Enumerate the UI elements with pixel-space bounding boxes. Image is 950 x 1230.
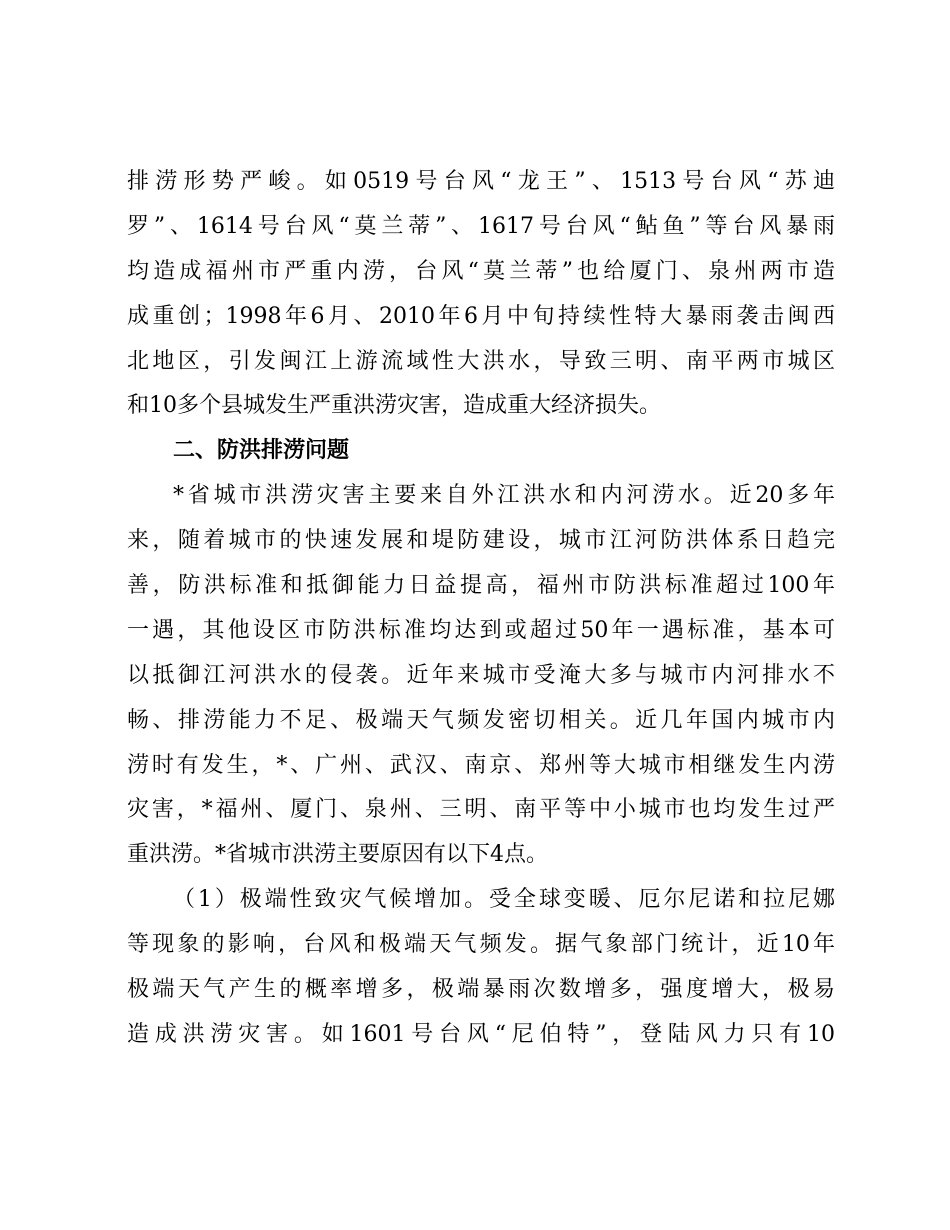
- paragraph-line: 畅、排涝能力不足、极端天气频发密切相关。近几年国内城市内: [127, 707, 835, 733]
- paragraph-line: 排涝形势严峻。如0519号台风“龙王”、1513号台风“苏迪: [127, 169, 835, 194]
- paragraph-line: 以抵御江河洪水的侵袭。近年来城市受淹大多与城市内河排水不: [127, 662, 835, 688]
- paragraph-line: 灾害，*福州、厦门、泉州、三明、南平等中小城市也均发生过严: [127, 797, 835, 823]
- paragraph-line: 造成洪涝灾害。如1601号台风“尼伯特”，登陆风力只有10: [127, 1021, 835, 1047]
- paragraph-line: 北地区，引发闽江上游流域性大洪水，导致三明、南平两市城区: [127, 348, 835, 374]
- section-heading: 二、防洪排涝问题: [173, 438, 350, 464]
- paragraph-line: 来，随着城市的快速发展和堤防建设，城市江河防洪体系日趋完: [127, 528, 835, 554]
- paragraph-line: 罗”、1614号台风“莫兰蒂”、1617号台风“鲇鱼”等台风暴雨: [127, 213, 835, 239]
- paragraph-line: 和10多个县城发生严重洪涝灾害，造成重大经济损失。: [127, 393, 661, 419]
- paragraph-line: 涝时有发生，*、广州、武汉、南京、郑州等大城市相继发生内涝: [127, 752, 835, 778]
- document-body: [127, 160, 835, 1058]
- paragraph-line: *省城市洪涝灾害主要来自外江洪水和内河涝水。近20多年: [173, 483, 835, 509]
- paragraph-line: （1）极端性致灾气候增加。受全球变暖、厄尔尼诺和拉尼娜: [173, 887, 835, 913]
- paragraph-line: 极端天气产生的概率增多，极端暴雨次数增多，强度增大，极易: [127, 977, 835, 1003]
- paragraph-line: 善，防洪标准和抵御能力日益提高，福州市防洪标准超过100年: [127, 573, 835, 599]
- paragraph-line: 成重创；1998年6月、2010年6月中旬持续性特大暴雨袭击闽西: [127, 303, 835, 329]
- paragraph-line: 重洪涝。*省城市洪涝主要原因有以下4点。: [127, 842, 548, 868]
- paragraph-line: 等现象的影响，台风和极端天气频发。据气象部门统计，近10年: [127, 932, 835, 958]
- paragraph-line: 均造成福州市严重内涝，台风“莫兰蒂”也给厦门、泉州两市造: [127, 258, 835, 284]
- paragraph-line: 一遇，其他设区市防洪标准均达到或超过50年一遇标准，基本可: [127, 617, 835, 643]
